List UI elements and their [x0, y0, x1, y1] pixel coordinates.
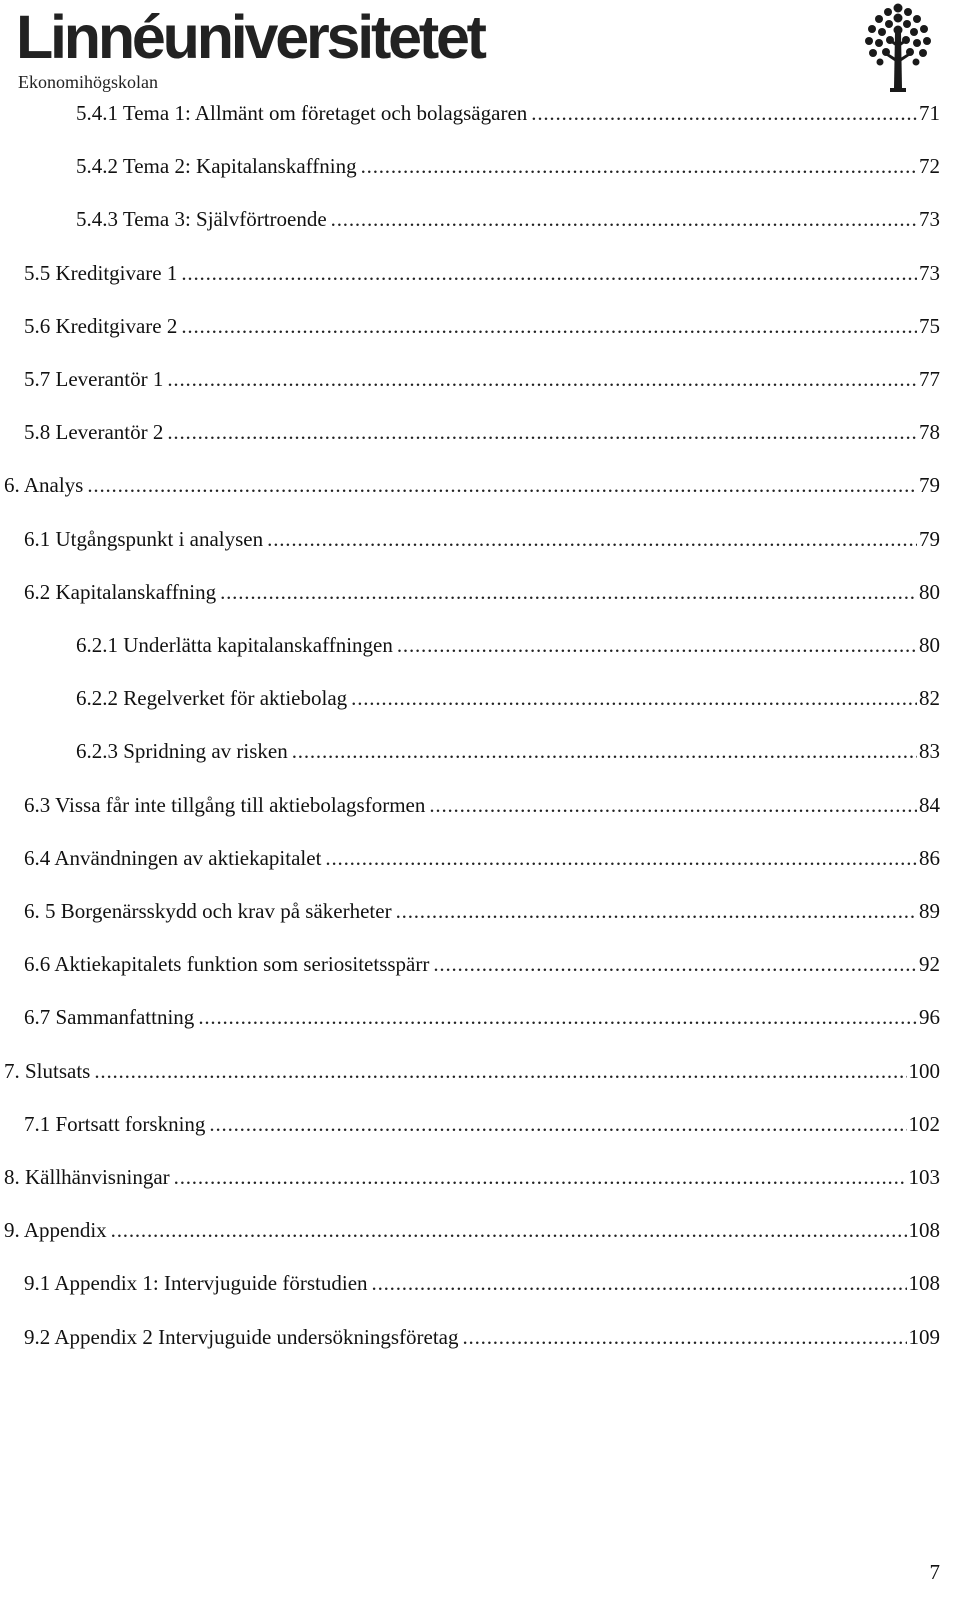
toc-entry[interactable] — [24, 362, 940, 396]
toc-entry-page: 84 — [919, 792, 940, 817]
toc-dot-leader — [87, 468, 917, 502]
toc-dot-leader — [209, 1107, 906, 1141]
toc-entry-page: 82 — [919, 686, 940, 711]
toc-entry-page: 79 — [919, 526, 940, 551]
toc-entry[interactable] — [24, 575, 940, 609]
toc-entry[interactable] — [76, 734, 940, 768]
toc-dot-leader — [111, 1213, 907, 1247]
toc-entry-page: 79 — [919, 473, 940, 498]
toc-entry-title: 6.7 Sammanfattning — [24, 1005, 195, 1030]
toc-entry-page: 100 — [908, 1058, 940, 1083]
toc-entry[interactable] — [76, 202, 940, 236]
toc-dot-leader — [292, 734, 917, 768]
toc-dot-leader — [181, 256, 917, 290]
toc-dot-leader — [396, 894, 917, 928]
toc-dot-leader — [167, 415, 917, 449]
toc-entry-page: 86 — [919, 845, 940, 870]
toc-entry[interactable] — [24, 894, 940, 928]
toc-entry[interactable] — [24, 1266, 940, 1300]
toc-dot-leader — [181, 309, 917, 343]
toc-entry[interactable] — [24, 1107, 940, 1141]
toc-entry-title: 6. Analys — [4, 473, 84, 498]
toc-entry-page: 73 — [919, 207, 940, 232]
toc-entry[interactable] — [24, 1000, 940, 1034]
toc-entry-page: 71 — [919, 101, 940, 125]
toc-entry-title: 6.2.2 Regelverket för aktiebolag — [76, 686, 348, 711]
toc-entry-page: 108 — [908, 1271, 940, 1296]
toc-entry[interactable] — [24, 256, 940, 290]
toc-entry[interactable] — [4, 1213, 940, 1247]
toc-entry[interactable] — [24, 415, 940, 449]
toc-entry-page: 78 — [919, 420, 940, 445]
toc-entry-title: 6.2.3 Spridning av risken — [76, 739, 288, 764]
toc-dot-leader — [94, 1054, 906, 1088]
toc-entry-title: 6.1 Utgångspunkt i analysen — [24, 526, 264, 551]
university-logo-wordmark: Linnéuniversitetet — [16, 3, 484, 71]
school-name: Ekonomihögskolan — [18, 72, 158, 92]
toc-entry[interactable] — [24, 841, 940, 875]
toc-entry-title: 9.2 Appendix 2 Intervjuguide undersökningsföretag — [24, 1324, 459, 1349]
toc-entry-title: 6.3 Vissa får inte tillgång till aktiebolagsformen — [24, 792, 426, 817]
toc-entry[interactable] — [76, 628, 940, 662]
toc-entry-title: 9. Appendix — [4, 1218, 107, 1243]
page-number: 7 — [929, 1560, 940, 1584]
page-header — [0, 0, 960, 96]
toc-dot-leader — [361, 149, 917, 183]
toc-entry-title: 6.4 Användningen av aktiekapitalet — [24, 845, 322, 870]
toc-entry-page: 102 — [908, 1111, 940, 1136]
toc-dot-leader — [174, 1160, 907, 1194]
toc-entry-title: 8. Källhänvisningar — [4, 1165, 170, 1189]
toc-dot-leader — [372, 1266, 907, 1300]
toc-entry-title: 5.6 Kreditgivare 2 — [24, 313, 178, 338]
toc-entry[interactable] — [4, 1054, 940, 1088]
toc-entry-page: 77 — [919, 367, 940, 391]
toc-entry-title: 5.5 Kreditgivare 1 — [24, 260, 178, 285]
toc-entry[interactable] — [4, 1160, 940, 1194]
toc-dot-leader — [429, 788, 917, 822]
toc-entry-page: 96 — [919, 1005, 940, 1030]
toc-entry-page: 72 — [919, 154, 940, 179]
toc-entry[interactable] — [76, 681, 940, 715]
toc-entry[interactable] — [24, 309, 940, 343]
toc-entry-page: 103 — [908, 1165, 940, 1189]
tree-logo-icon — [862, 2, 934, 94]
toc-dot-leader — [351, 681, 917, 715]
toc-dot-leader — [463, 1320, 907, 1354]
toc-entry[interactable] — [76, 96, 940, 130]
toc-entry-title: 5.4.1 Tema 1: Allmänt om företaget och bolagsägaren — [76, 101, 528, 125]
toc-entry-title: 5.4.3 Tema 3: Självförtroende — [76, 207, 327, 232]
toc-dot-leader — [220, 575, 917, 609]
toc-entry-page: 75 — [919, 313, 940, 338]
toc-dot-leader — [397, 628, 917, 662]
toc-dot-leader — [198, 1000, 917, 1034]
toc-entry-title: 6.2.1 Underlätta kapitalanskaffningen — [76, 633, 393, 657]
toc-dot-leader — [167, 362, 917, 396]
toc-entry-title: 7. Slutsats — [4, 1058, 91, 1083]
toc-entry-title: 6. 5 Borgenärsskydd och krav på säkerheter — [24, 899, 392, 923]
toc-dot-leader — [267, 522, 917, 556]
toc-entry[interactable] — [24, 947, 940, 981]
toc-entry-title: 5.4.2 Tema 2: Kapitalanskaffning — [76, 154, 357, 179]
toc-entry-page: 80 — [919, 579, 940, 604]
toc-entry-title: 6.6 Aktiekapitalets funktion som seriositetsspärr — [24, 952, 430, 977]
toc-dot-leader — [325, 841, 917, 875]
toc-dot-leader — [331, 202, 917, 236]
toc-dot-leader — [433, 947, 917, 981]
toc-entry[interactable] — [24, 522, 940, 556]
toc-entry-page: 109 — [908, 1324, 940, 1349]
toc-entry-page: 108 — [908, 1218, 940, 1243]
toc-dot-leader — [531, 96, 917, 130]
toc-entry[interactable] — [76, 149, 940, 183]
toc-entry[interactable] — [24, 788, 940, 822]
toc-entry-page: 89 — [919, 899, 940, 923]
toc-entry-page: 83 — [919, 739, 940, 764]
toc-entry-title: 6.2 Kapitalanskaffning — [24, 579, 217, 604]
toc-entry-title: 5.7 Leverantör 1 — [24, 367, 164, 391]
toc-entry-page: 92 — [919, 952, 940, 977]
toc-entry-page: 73 — [919, 260, 940, 285]
toc-entry[interactable] — [4, 468, 940, 502]
toc-entry-page: 80 — [919, 633, 940, 657]
toc-entry-title: 5.8 Leverantör 2 — [24, 420, 164, 445]
toc-entry[interactable] — [24, 1320, 940, 1354]
toc-entry-title: 7.1 Fortsatt forskning — [24, 1111, 206, 1136]
toc-entry-title: 9.1 Appendix 1: Intervjuguide förstudien — [24, 1271, 368, 1296]
